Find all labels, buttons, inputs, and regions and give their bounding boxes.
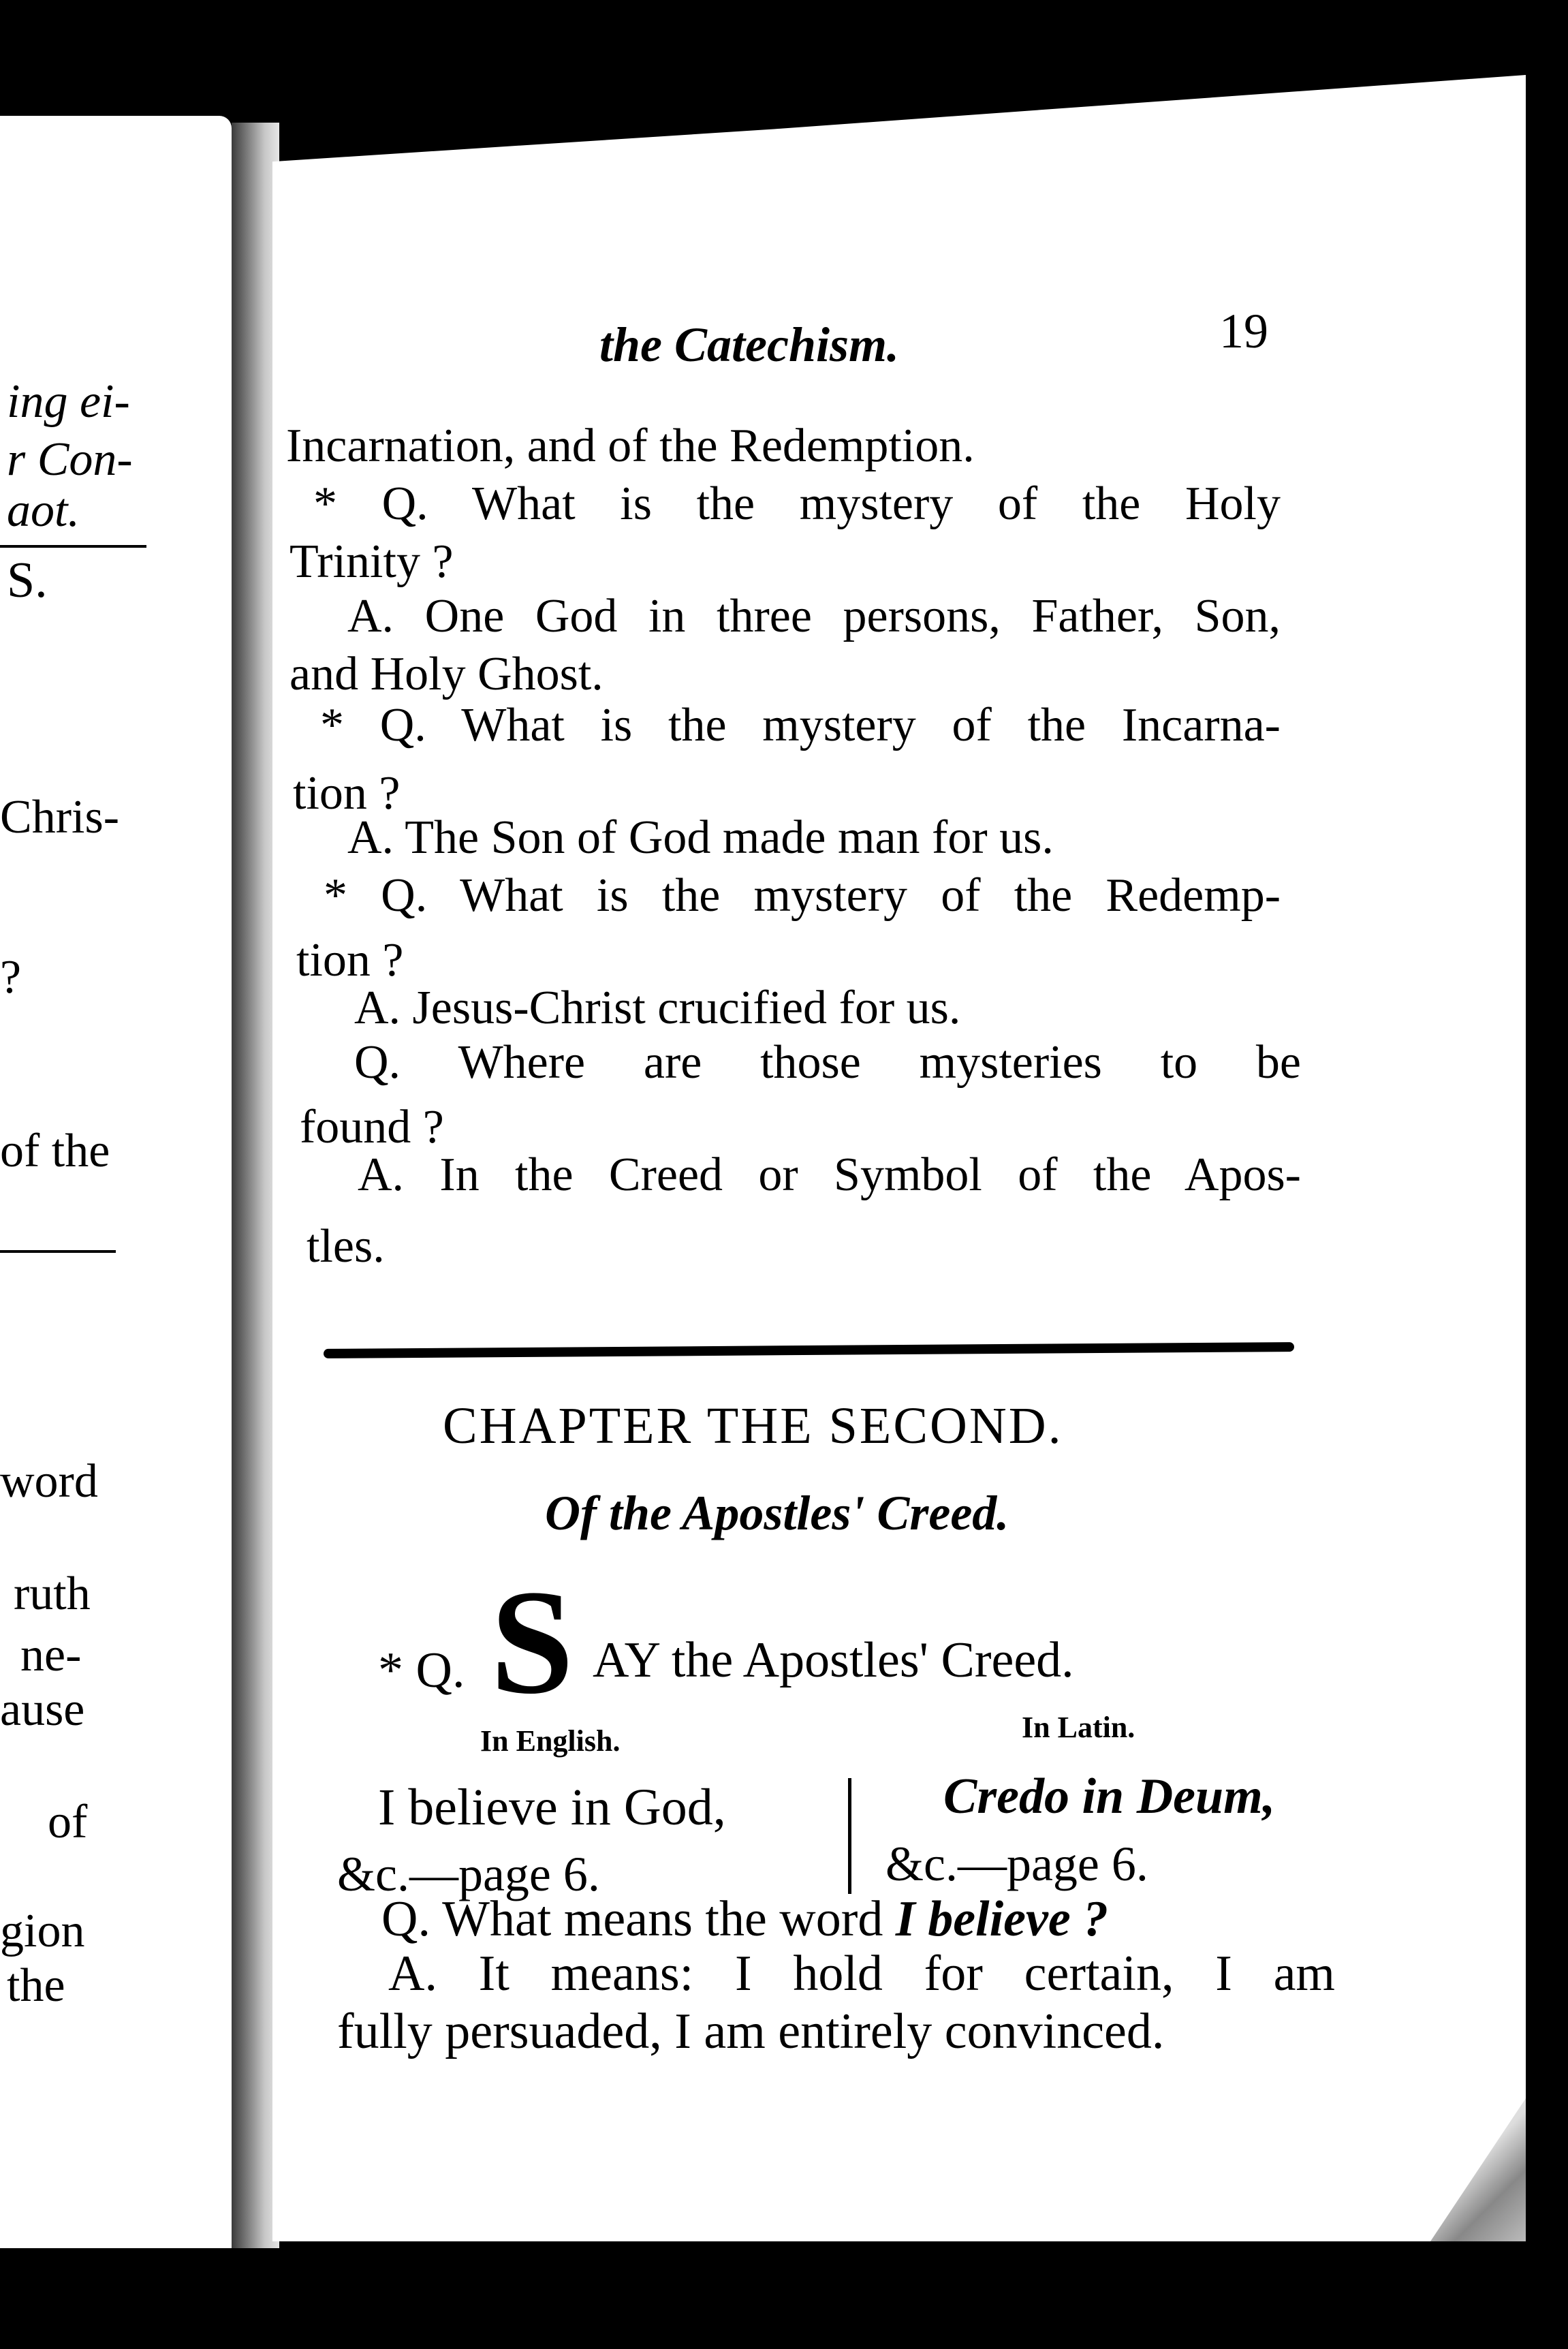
question-prefix: * Q.: [378, 1643, 465, 1698]
text-line: Trinity ?: [289, 535, 454, 588]
latin-column-label: In Latin.: [1022, 1711, 1135, 1744]
closing-question: [381, 1891, 1109, 1947]
left-fragment: gion: [0, 1905, 85, 1957]
english-line: I believe in God,: [378, 1779, 726, 1836]
closing-question-emphasis: I believe ?: [895, 1891, 1109, 1947]
left-fragment: aot.: [7, 484, 80, 537]
text-line: found ?: [300, 1101, 444, 1153]
running-title: the Catechism.: [599, 317, 900, 372]
text-line: Q. Where are those mysteries to be: [354, 1036, 1301, 1089]
english-line: &c.—page 6.: [337, 1847, 600, 1901]
text-line: and Holy Ghost.: [289, 648, 603, 700]
text-line: A. Jesus-Christ crucified for us.: [354, 982, 961, 1034]
latin-line: Credo in Deum,: [943, 1769, 1276, 1824]
left-fragment: ruth: [14, 1568, 91, 1620]
text-line: A. The Son of God made man for us.: [347, 811, 1054, 864]
text-line: * Q. What is the mystery of the Incarna-: [320, 699, 1281, 751]
left-fragment: r Con-: [7, 433, 133, 486]
drop-cap: S: [490, 1559, 574, 1725]
left-fragment: ?: [0, 951, 22, 1004]
text-line: * Q. What is the mystery of the Redemp-: [324, 869, 1281, 922]
text-line: tion ?: [296, 934, 404, 986]
left-fragment: Chris-: [0, 791, 119, 843]
left-fragment: of: [48, 1796, 88, 1848]
text-line: Incarnation, and of the Redemption.: [286, 420, 975, 472]
page-number: 19: [1219, 304, 1268, 358]
english-column-label: In English.: [480, 1724, 621, 1758]
left-fragment: the: [7, 1959, 65, 2012]
left-rule: [0, 1250, 116, 1253]
left-rule: [0, 545, 146, 548]
left-fragment: of the: [0, 1125, 110, 1177]
chapter-subtitle: Of the Apostles' Creed.: [545, 1486, 1009, 1540]
chapter-heading: CHAPTER THE SECOND.: [443, 1397, 1063, 1454]
book-spine: [232, 123, 279, 2248]
text-line: * Q. What is the mystery of the Holy: [313, 478, 1281, 530]
closing-answer-line: A. It means: I hold for certain, I am: [388, 1946, 1335, 2002]
text-line: A. One God in three persons, Father, Son,: [347, 590, 1281, 642]
left-fragment: word: [0, 1455, 98, 1508]
opening-question-text: AY the Apostles' Creed.: [593, 1632, 1074, 1688]
left-fragment: S.: [7, 553, 48, 608]
text-line: tles.: [307, 1220, 385, 1273]
left-fragment: ne-: [20, 1629, 82, 1681]
text-line: tion ?: [293, 767, 401, 820]
closing-question-text: Q. What means the word: [381, 1891, 896, 1947]
text-line: A. In the Creed or Symbol of the Apos-: [358, 1149, 1301, 1201]
column-divider: [848, 1778, 851, 1894]
latin-line: &c.—page 6.: [885, 1837, 1148, 1891]
left-fragment: ing ei-: [7, 375, 130, 428]
closing-answer-line: fully persuaded, I am entirely convinced.: [337, 2004, 1165, 2059]
left-fragment: ause: [0, 1683, 85, 1736]
